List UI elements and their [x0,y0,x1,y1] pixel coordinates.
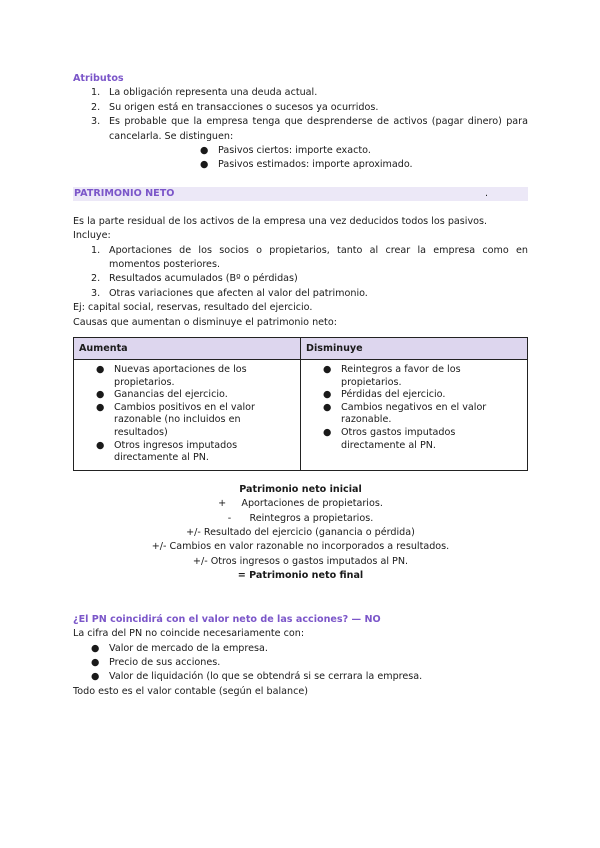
patrimonio-heading: PATRIMONIO NETO . [73,187,528,201]
incluye-label: Incluye: [73,230,111,242]
list-item: ● Otros ingresos imputados directamente al PN. [96,439,238,464]
formula-line: +/- Cambios en valor razonable no incorporados a resultados. [151,541,450,553]
bullet-icon: ● [96,439,105,451]
formula-line: Patrimonio neto inicial [239,483,362,495]
list-item: ● Reintegros a favor de los propietarios. [323,364,461,388]
list-item: ● Cambios negativos en el valor razonable. [323,401,487,426]
list-item: ● Pérdidas del ejercicio. [323,389,446,401]
aumenta-cell [74,360,301,471]
bullet-icon: ● [323,364,332,376]
patrimonio-definition: Es la parte residual de los activos de la empresa una vez deducidos todos los pasivos. [73,215,488,227]
table-header-aumenta: Aumenta [74,338,301,360]
list-item: ● Nuevas aportaciones de los propietarios. [96,364,247,388]
pn-question-intro: La cifra del PN no coincide necesariamente con: [73,628,305,640]
list-item: ● Cambios positivos en el valor razonable (no incluidos en resultados) [96,401,255,439]
document-page [73,72,528,699]
bullet-icon: ● [96,364,105,376]
bullet-icon: ● [323,389,332,401]
bullet-icon: ● [91,642,100,654]
formula-line: + Aportaciones de propietarios. [218,498,383,510]
bullet-icon: ● [91,671,100,683]
causes-table [73,337,528,471]
example-text: Ej: capital social, reservas, resultado del ejercicio. [73,302,313,314]
pasivos-sublist [73,144,528,173]
list-item: ● Precio de sus acciones. [73,656,528,670]
list-item: ● Ganancias del ejercicio. [96,389,228,401]
pn-formula [73,483,528,584]
list-item: 3. Es probable que la empresa tenga que desprenderse de activos (pagar dinero) para cancelarla. Se distinguen: [91,116,528,142]
list-item: 1. Aportaciones de los socios o propietarios, tanto al crear la empresa como en momentos posteriores. [91,244,528,271]
list-item: ● Valor de liquidación (lo que se obtendrá si se cerrara la empresa. [73,670,528,684]
table-header-disminuye: Disminuye [301,338,528,360]
list-item: ● Pasivos ciertos: importe exacto. [73,144,528,158]
disminuye-cell [301,360,528,471]
pn-question-heading: ¿El PN coincidirá con el valor neto de las acciones? — NO [73,613,381,625]
bullet-icon: ● [200,159,209,171]
list-item: 2. Resultados acumulados (Bº o pérdidas) [91,273,298,285]
formula-line: - Reintegros a propietarios. [227,512,374,524]
patrimonio-list [73,244,528,302]
list-item: ● Otros gastos imputados directamente al PN. [323,427,456,451]
atributos-list [73,86,528,144]
formula-line: +/- Otros ingresos o gastos imputados al PN. [192,555,409,567]
formula-line: +/- Resultado del ejercicio (ganancia o pérdida) [186,527,415,539]
bullet-icon: ● [323,401,332,413]
list-item: 2. Su origen está en transacciones o sucesos ya ocurridos. [91,101,379,113]
atributos-heading: Atributos [73,73,124,84]
bullet-icon: ● [96,389,105,401]
list-item: ● Pasivos estimados: importe aproximado. [73,158,528,172]
pn-question-list [73,642,528,685]
formula-line: = Patrimonio neto final [237,570,364,582]
bullet-icon: ● [200,145,209,157]
list-item: 1. La obligación representa una deuda actual. [91,87,318,99]
list-item: 3. Otras variaciones que afecten al valor del patrimonio. [91,287,368,299]
causes-intro: Causas que aumentan o disminuye el patrimonio neto: [73,316,337,328]
list-item: ● Valor de mercado de la empresa. [73,642,528,656]
bullet-icon: ● [96,401,105,413]
bullet-icon: ● [91,656,100,668]
pn-conclusion: Todo esto es el valor contable (según el balance) [73,685,308,697]
bullet-icon: ● [323,427,332,439]
